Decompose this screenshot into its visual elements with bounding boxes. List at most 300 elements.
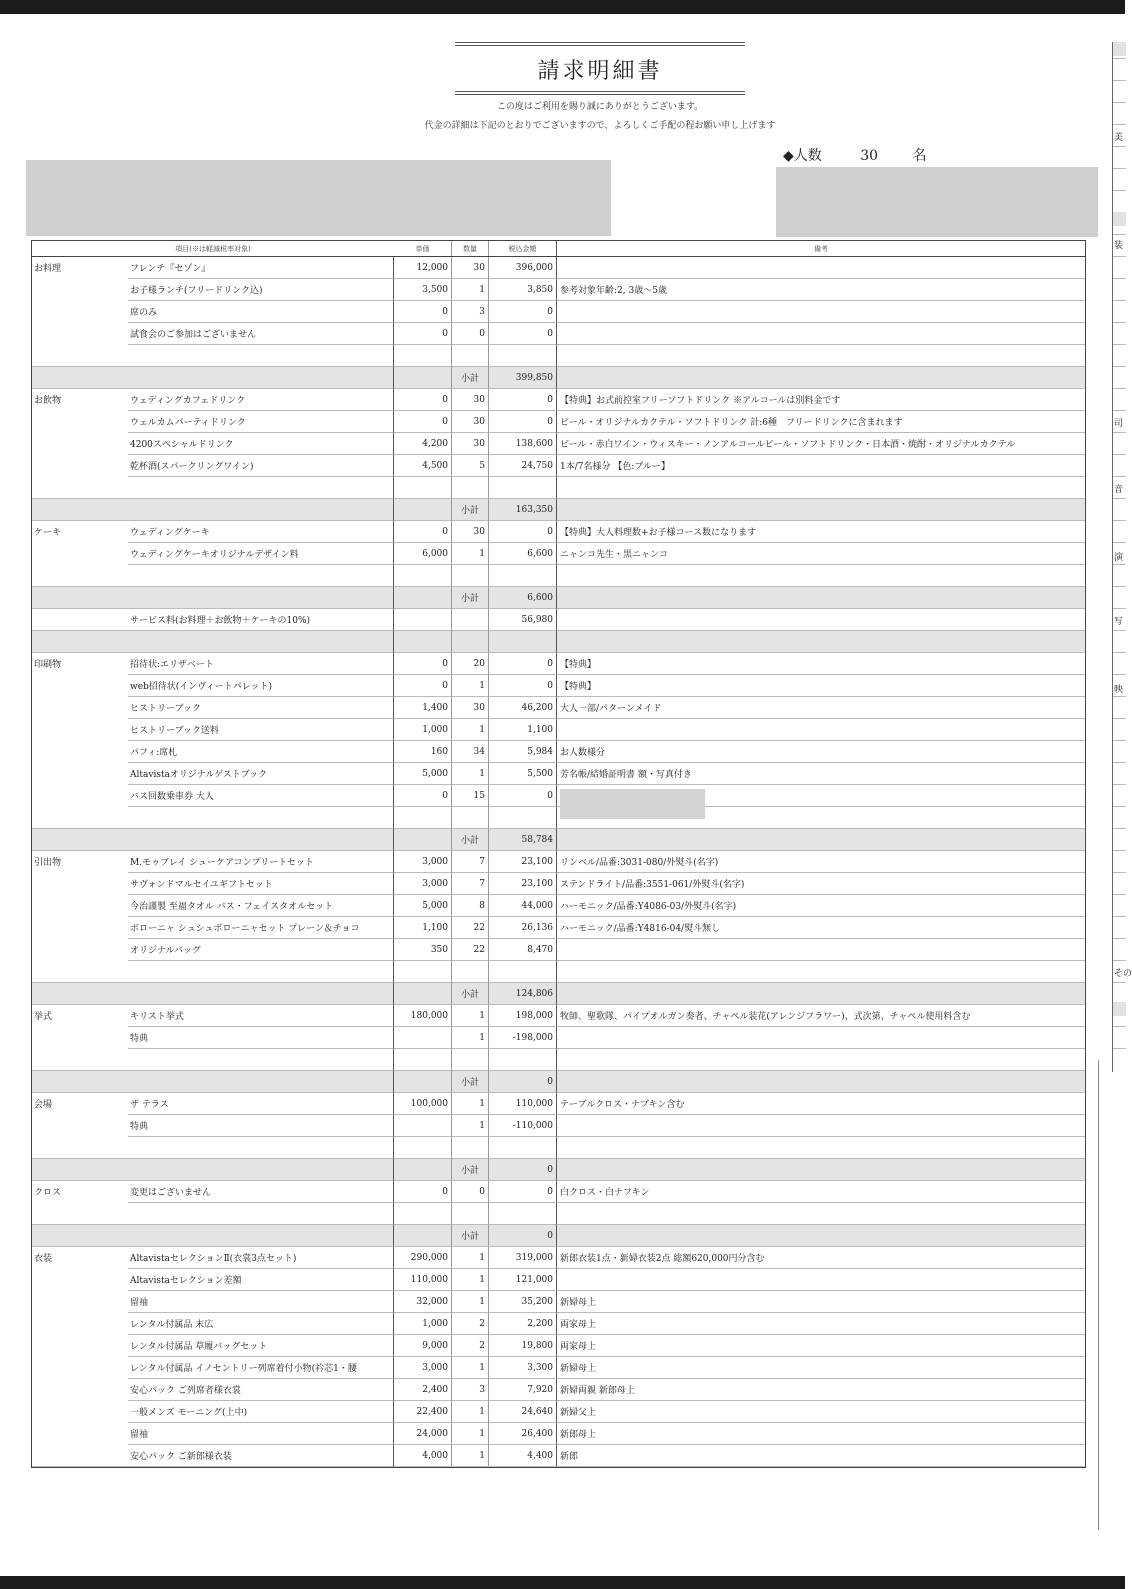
side-sheet-rule (1113, 322, 1126, 323)
amount-cell: 0 (489, 521, 557, 543)
subtotal-amount: 399,850 (489, 367, 557, 389)
category-cell (32, 829, 128, 851)
unit-price-cell: 1,400 (394, 697, 452, 719)
category-cell (32, 1357, 128, 1379)
item-cell (128, 983, 394, 1005)
adjacent-sheet-edge (1112, 42, 1132, 1072)
subtotal-row (32, 1159, 1085, 1181)
note-cell (557, 367, 1085, 389)
qty-cell: 30 (452, 521, 489, 543)
item-cell (128, 807, 394, 829)
subtotal-amount: 6,600 (489, 587, 557, 609)
unit-price-cell (394, 1049, 452, 1071)
qty-cell: 3 (452, 1379, 489, 1401)
category-cell (32, 697, 128, 719)
amount-cell: 5,984 (489, 741, 557, 763)
note-cell: 芳名帳/結婚証明書 額・写真付き (557, 763, 1085, 785)
unit-price-cell: 0 (394, 675, 452, 697)
amount-cell: 0 (489, 411, 557, 433)
item-cell (128, 829, 394, 851)
persons-unit: 名 (912, 148, 927, 164)
table-row (32, 1313, 1085, 1335)
side-sheet-rule (1113, 234, 1126, 235)
category-cell (32, 895, 128, 917)
qty-cell: 15 (452, 785, 489, 807)
qty-cell: 30 (452, 433, 489, 455)
header-amount: 税込金額 (489, 241, 557, 256)
unit-price-cell: 0 (394, 389, 452, 411)
side-sheet-rule (1113, 960, 1126, 961)
amount-cell: 2,200 (489, 1313, 557, 1335)
subtotal-row (32, 631, 1085, 653)
qty-cell: 22 (452, 939, 489, 961)
item-cell: ウェディングカフェドリンク (128, 389, 394, 411)
category-cell (32, 1445, 128, 1467)
item-cell (128, 1203, 394, 1225)
note-cell: 【特典】大人料理数+お子様コース数になります (557, 521, 1085, 543)
note-cell: テーブルクロス・ナプキン含む (557, 1093, 1085, 1115)
unit-price-cell (394, 961, 452, 983)
qty-cell: 0 (452, 323, 489, 345)
table-row (32, 1115, 1085, 1137)
category-cell (32, 543, 128, 565)
amount-cell (489, 807, 557, 829)
item-cell: キリスト挙式 (128, 1005, 394, 1027)
item-cell: ウェディングケーキ (128, 521, 394, 543)
note-cell (557, 257, 1085, 279)
table-row (32, 411, 1085, 433)
category-cell (32, 1027, 128, 1049)
unit-price-cell (394, 587, 452, 609)
item-cell (128, 477, 394, 499)
note-cell (557, 1225, 1085, 1247)
category-cell (32, 1313, 128, 1335)
amount-cell: 0 (489, 675, 557, 697)
category-cell (32, 477, 128, 499)
side-sheet-rule (1113, 696, 1126, 697)
unit-price-cell (394, 1071, 452, 1093)
side-sheet-rule (1113, 366, 1126, 367)
qty-cell: 1 (452, 1357, 489, 1379)
table-row (32, 719, 1085, 741)
note-cell (557, 1269, 1085, 1291)
document-title-block (455, 42, 745, 95)
side-sheet-rule (1113, 894, 1126, 895)
category-cell (32, 1137, 128, 1159)
unit-price-cell (394, 499, 452, 521)
unit-price-cell (394, 631, 452, 653)
unit-price-cell: 0 (394, 1181, 452, 1203)
amount-cell: 26,400 (489, 1423, 557, 1445)
unit-price-cell (394, 367, 452, 389)
note-cell: 新婦母上 (557, 1357, 1085, 1379)
note-cell: ステンドライト/品番:3551-061/外熨斗(名字) (557, 873, 1085, 895)
note-cell: 両家母上 (557, 1313, 1085, 1335)
side-sheet-rule (1113, 784, 1126, 785)
unit-price-cell (394, 829, 452, 851)
item-cell: フレンチ『セゾン』 (128, 257, 394, 279)
note-cell (557, 719, 1085, 741)
persons-label: ◆人数 (783, 148, 822, 164)
table-row (32, 1247, 1085, 1269)
side-sheet-label: 司 (1114, 419, 1124, 429)
unit-price-cell (394, 565, 452, 587)
unit-price-cell: 9,000 (394, 1335, 452, 1357)
subtotal-label (452, 631, 489, 653)
note-cell: 参考対象年齢:2, 3歳～5歳 (557, 279, 1085, 301)
subtotal-label: 小計 (452, 587, 489, 609)
amount-cell (489, 477, 557, 499)
item-cell: 今治謹製 至福タオル バス・フェイスタオルセット (128, 895, 394, 917)
category-cell (32, 1269, 128, 1291)
category-cell (32, 675, 128, 697)
category-cell (32, 1335, 128, 1357)
amount-cell: 0 (489, 1181, 557, 1203)
item-cell: サヴォンドマルセイユギフトセット (128, 873, 394, 895)
category-cell (32, 873, 128, 895)
category-cell (32, 1225, 128, 1247)
side-sheet-band (1113, 42, 1126, 56)
redacted-venue-info (776, 167, 1098, 237)
subtotal-label: 小計 (452, 1159, 489, 1181)
qty-cell (452, 1203, 489, 1225)
item-cell: 4200スペシャルドリンク (128, 433, 394, 455)
item-cell: 安心パック ご新郎様衣装 (128, 1445, 394, 1467)
unit-price-cell (394, 1203, 452, 1225)
side-sheet-rule (1113, 190, 1126, 191)
note-cell: 【特典】 (557, 675, 1085, 697)
item-cell: web招待状(インヴィートパレット) (128, 675, 394, 697)
unit-price-cell (394, 1159, 452, 1181)
note-cell (557, 829, 1085, 851)
note-cell (557, 345, 1085, 367)
top-dark-border (0, 0, 1125, 14)
subtotal-row (32, 829, 1085, 851)
header-note: 備考 (814, 244, 828, 253)
item-cell: レンタル付属品 草履バッグセット (128, 1335, 394, 1357)
item-cell (128, 1225, 394, 1247)
subtotal-amount: 0 (489, 1071, 557, 1093)
subtotal-label: 小計 (452, 983, 489, 1005)
item-cell: ザ テラス (128, 1093, 394, 1115)
side-sheet-rule (1113, 256, 1126, 257)
qty-cell (452, 1049, 489, 1071)
unit-price-cell: 4,500 (394, 455, 452, 477)
amount-cell: 7,920 (489, 1379, 557, 1401)
table-row (32, 565, 1085, 587)
subtotal-amount: 163,350 (489, 499, 557, 521)
table-row (32, 455, 1085, 477)
qty-cell: 3 (452, 301, 489, 323)
amount-cell: 26,136 (489, 917, 557, 939)
unit-price-cell: 3,000 (394, 1357, 452, 1379)
table-row (32, 1379, 1085, 1401)
unit-price-cell: 24,000 (394, 1423, 452, 1445)
item-cell: オリジナルバッグ (128, 939, 394, 961)
item-cell: ウェルカムパーティドリンク (128, 411, 394, 433)
side-sheet-rule (1113, 982, 1126, 983)
category-cell (32, 279, 128, 301)
unit-price-cell: 3,000 (394, 873, 452, 895)
item-cell: Altavistaセレクション差額 (128, 1269, 394, 1291)
unit-price-cell: 1,000 (394, 719, 452, 741)
unit-price-cell: 3,000 (394, 851, 452, 873)
qty-cell: 7 (452, 851, 489, 873)
note-cell: 新郎衣装1点・新婦衣装2点 総額620,000円分含む (557, 1247, 1085, 1269)
amount-cell: -110,000 (489, 1115, 557, 1137)
unit-price-cell (394, 1027, 452, 1049)
category-cell: 衣装 (34, 1254, 53, 1264)
note-cell (557, 1049, 1085, 1071)
subtotal-label: 小計 (452, 1071, 489, 1093)
subtotal-row (32, 367, 1085, 389)
side-sheet-label: 美 (1114, 133, 1124, 143)
category-cell (32, 367, 128, 389)
table-row (32, 895, 1085, 917)
unit-price-cell: 100,000 (394, 1093, 452, 1115)
table-row (32, 1357, 1085, 1379)
item-cell: ヒストリーブック送料 (128, 719, 394, 741)
category-cell (32, 719, 128, 741)
side-sheet-rule (1113, 762, 1126, 763)
subtotal-amount (489, 631, 557, 653)
item-cell: 変更はございません (128, 1181, 394, 1203)
note-cell: ビール・オリジナルカクテル・ソフトドリンク 計:6種 フリードリンクに含まれます (557, 411, 1085, 433)
table-row (32, 873, 1085, 895)
table-row (32, 1005, 1085, 1027)
item-cell: レンタル付属品 末広 (128, 1313, 394, 1335)
thanks-line-2: 代金の詳細は下記のとおりでございますので、よろしくご手配の程お願い申し上げます (424, 121, 776, 131)
qty-cell: 0 (452, 1181, 489, 1203)
qty-cell: 1 (452, 1291, 489, 1313)
table-row (32, 257, 1085, 279)
amount-cell: 396,000 (489, 257, 557, 279)
side-sheet-rule (1113, 806, 1126, 807)
unit-price-cell (394, 477, 452, 499)
item-cell (128, 1159, 394, 1181)
note-cell (557, 565, 1085, 587)
unit-price-cell: 2,400 (394, 1379, 452, 1401)
note-cell: 牧師、聖歌隊、パイプオルガン奏者、チャペル装花(アレンジフラワー)、式次第、チャペル使用料含む (557, 1005, 1085, 1027)
category-cell (32, 1379, 128, 1401)
qty-cell: 22 (452, 917, 489, 939)
category-cell (32, 565, 128, 587)
table-row (32, 433, 1085, 455)
side-sheet-label: 映 (1114, 685, 1124, 695)
table-row (32, 1401, 1085, 1423)
table-row (32, 1027, 1085, 1049)
unit-price-cell: 180,000 (394, 1005, 452, 1027)
unit-price-cell: 0 (394, 323, 452, 345)
table-row (32, 477, 1085, 499)
subtotal-row (32, 1225, 1085, 1247)
category-cell (32, 1203, 128, 1225)
side-sheet-rule (1113, 410, 1126, 411)
note-cell: 【特典】 (557, 653, 1085, 675)
amount-cell: 23,100 (489, 873, 557, 895)
table-row (32, 521, 1085, 543)
item-cell: 安心パック ご列席者様衣裳 (128, 1379, 394, 1401)
category-cell (32, 939, 128, 961)
subtotal-amount: 0 (489, 1159, 557, 1181)
side-sheet-rule (1113, 520, 1126, 521)
side-sheet-label: 音 (1114, 485, 1124, 495)
amount-cell: 6,600 (489, 543, 557, 565)
item-cell: ウェディングケーキオリジナルデザイン料 (128, 543, 394, 565)
amount-cell: 0 (489, 785, 557, 807)
table-row (32, 1269, 1085, 1291)
side-sheet-label: 写 (1114, 617, 1124, 627)
category-cell (32, 1291, 128, 1313)
category-cell (32, 455, 128, 477)
side-sheet-label: その (1114, 969, 1132, 979)
side-sheet-rule (1113, 300, 1126, 301)
qty-cell: 1 (452, 1269, 489, 1291)
note-cell: 両家母上 (557, 1335, 1085, 1357)
table-row (32, 917, 1085, 939)
side-sheet-rule (1113, 498, 1126, 499)
unit-price-cell: 5,000 (394, 763, 452, 785)
side-sheet-label: 装 (1114, 241, 1124, 251)
table-row (32, 741, 1085, 763)
subtotal-row (32, 983, 1085, 1005)
header-qty: 数量 (452, 241, 489, 256)
item-cell: 留袖 (128, 1423, 394, 1445)
amount-cell: 23,100 (489, 851, 557, 873)
category-cell (32, 983, 128, 1005)
category-cell (32, 1159, 128, 1181)
side-sheet-rule (1113, 630, 1126, 631)
side-sheet-rule (1113, 740, 1126, 741)
amount-cell: 0 (489, 301, 557, 323)
side-sheet-rule (1113, 344, 1126, 345)
qty-cell (452, 477, 489, 499)
qty-cell: 1 (452, 543, 489, 565)
qty-cell: 20 (452, 653, 489, 675)
category-cell (32, 323, 128, 345)
category-cell (32, 961, 128, 983)
note-cell: 【特典】お式前控室フリーソフトドリンク ※アルコールは別料金です (557, 389, 1085, 411)
note-cell (557, 477, 1085, 499)
amount-cell: 19,800 (489, 1335, 557, 1357)
item-cell (128, 565, 394, 587)
category-cell: 会場 (34, 1100, 53, 1110)
amount-cell (489, 1049, 557, 1071)
qty-cell (452, 345, 489, 367)
note-cell: ニャンコ先生・黒ニャンコ (557, 543, 1085, 565)
amount-cell: 0 (489, 389, 557, 411)
unit-price-cell (394, 983, 452, 1005)
note-cell (557, 587, 1085, 609)
subtotal-label: 小計 (452, 367, 489, 389)
table-row (32, 1093, 1085, 1115)
item-cell (128, 499, 394, 521)
amount-cell (489, 1203, 557, 1225)
note-cell (557, 807, 1085, 829)
side-sheet-rule (1113, 542, 1126, 543)
qty-cell (452, 961, 489, 983)
category-cell (32, 587, 128, 609)
amount-cell: 0 (489, 323, 557, 345)
note-cell: 新婦母上 (557, 1291, 1085, 1313)
table-row (32, 1423, 1085, 1445)
category-cell (32, 411, 128, 433)
note-cell: お人数様分 (557, 741, 1085, 763)
note-cell (557, 939, 1085, 961)
item-cell: サービス料(お料理＋お飲物＋ケーキの10%) (128, 609, 394, 631)
category-cell: ケーキ (34, 528, 62, 538)
header-item: 項目(※は軽減税率対象) (175, 244, 251, 253)
table-row (32, 609, 1085, 631)
item-cell: M.モゥブレイ シューケアコンプリートセット (128, 851, 394, 873)
note-cell: 新婦父上 (557, 1401, 1085, 1423)
category-cell (32, 1115, 128, 1137)
unit-price-cell: 4,000 (394, 1445, 452, 1467)
qty-cell: 1 (452, 279, 489, 301)
persons-count (783, 145, 1078, 169)
qty-cell (452, 807, 489, 829)
document-title: 請求明細書 (537, 59, 663, 84)
side-sheet-rule (1113, 124, 1126, 125)
side-sheet-rule (1113, 916, 1126, 917)
side-sheet-rule (1113, 828, 1126, 829)
category-cell (32, 917, 128, 939)
unit-price-cell: 1,000 (394, 1313, 452, 1335)
amount-cell: 0 (489, 653, 557, 675)
unit-price-cell: 0 (394, 411, 452, 433)
subtotal-label: 小計 (452, 1225, 489, 1247)
qty-cell: 8 (452, 895, 489, 917)
subtotal-row (32, 499, 1085, 521)
amount-cell: 8,470 (489, 939, 557, 961)
table-row (32, 1203, 1085, 1225)
amount-cell: 1,100 (489, 719, 557, 741)
category-cell (32, 345, 128, 367)
note-cell (557, 1159, 1085, 1181)
subtotal-amount: 0 (489, 1225, 557, 1247)
note-cell (557, 1137, 1085, 1159)
category-cell: 挙式 (34, 1012, 53, 1022)
side-sheet-rule (1113, 564, 1126, 565)
side-sheet-band (1113, 212, 1126, 226)
title-rule-bottom (455, 91, 745, 95)
table-row (32, 697, 1085, 719)
note-cell (557, 609, 1085, 631)
side-sheet-rule (1113, 432, 1126, 433)
note-cell (557, 983, 1085, 1005)
amount-cell: 5,500 (489, 763, 557, 785)
note-cell: ハーモニック/品番:Y4816-04/熨斗無し (557, 917, 1085, 939)
category-cell (32, 785, 128, 807)
qty-cell: 34 (452, 741, 489, 763)
table-row (32, 1181, 1085, 1203)
note-cell: 白クロス・白ナフキン (557, 1181, 1085, 1203)
qty-cell: 1 (452, 1005, 489, 1027)
qty-cell: 1 (452, 1115, 489, 1137)
redacted-customer-info (26, 160, 611, 236)
table-row (32, 301, 1085, 323)
item-cell (128, 587, 394, 609)
category-cell (32, 1049, 128, 1071)
side-sheet-rule (1113, 454, 1126, 455)
subtotal-row (32, 1071, 1085, 1093)
amount-cell (489, 565, 557, 587)
side-sheet-rule (1113, 872, 1126, 873)
item-cell: AltavistaセレクションⅡ(衣裳3点セット) (128, 1247, 394, 1269)
qty-cell: 1 (452, 1093, 489, 1115)
unit-price-cell: 5,000 (394, 895, 452, 917)
table-row (32, 1335, 1085, 1357)
